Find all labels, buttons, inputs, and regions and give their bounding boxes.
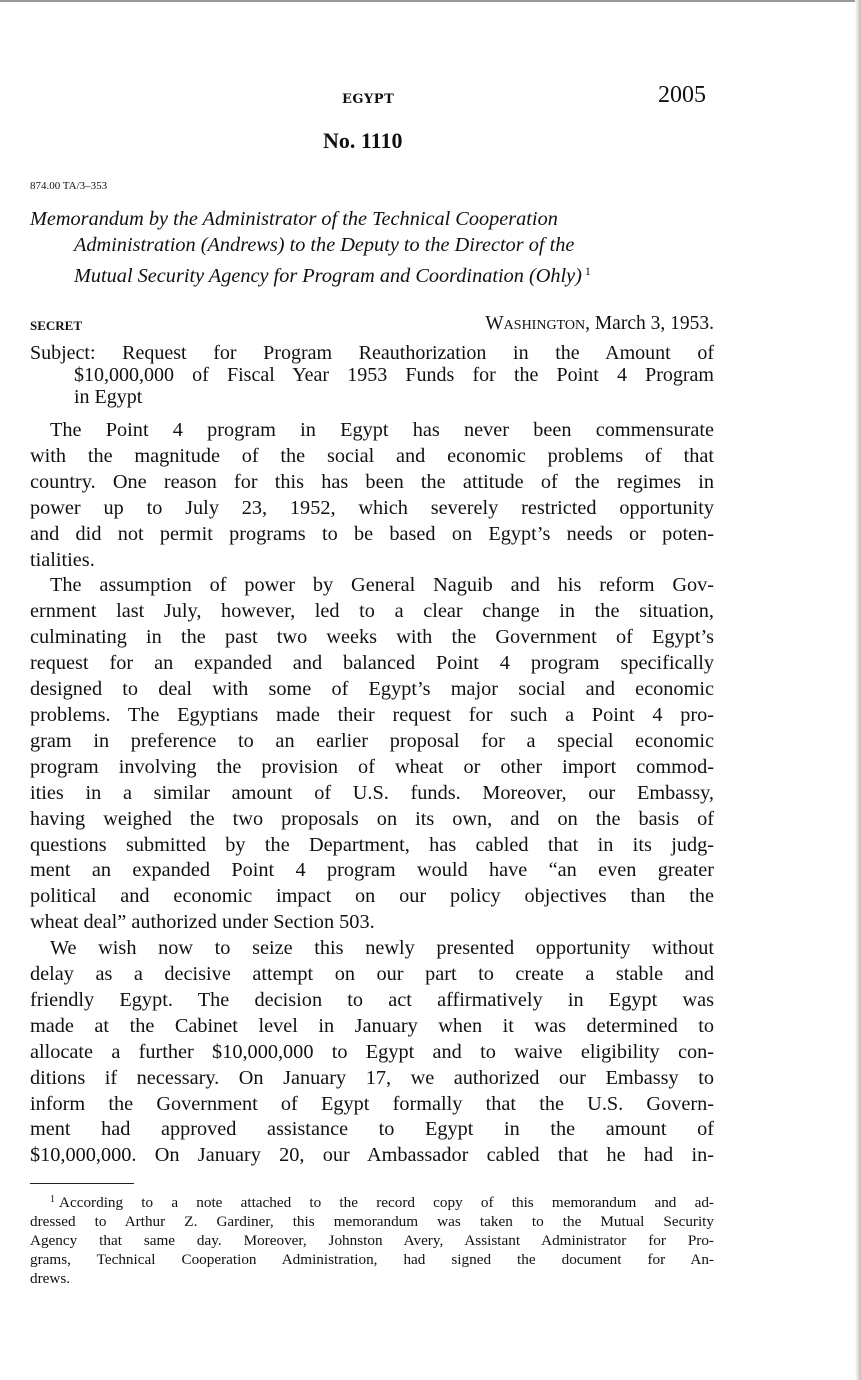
subject-line: in Egypt	[74, 386, 143, 408]
text-line: problems. The Egyptians made their request for such a Point 4 pro-	[30, 703, 714, 726]
text-line: inform the Government of Egypt formally that the U.S. Govern-	[30, 1092, 714, 1115]
text-line: gram in preference to an earlier proposal for a special economic	[30, 729, 714, 752]
text-line: and did not permit programs to be based on Egypt’s needs or poten-	[30, 522, 714, 545]
footnote-line: drews.	[30, 1270, 71, 1287]
subject-block	[30, 342, 714, 408]
footnote-line: dressed to Arthur Z. Gardiner, this memorandum was taken to the Mutual Security	[30, 1213, 714, 1230]
text-line: questions submitted by the Department, has cabled that in its judg-	[30, 833, 714, 856]
page-edge-shadow	[855, 0, 861, 1380]
paragraph-2	[30, 573, 714, 936]
date: , March 3, 1953.	[585, 313, 714, 334]
title-line	[30, 258, 720, 289]
document-title	[30, 206, 720, 289]
title-line: Memorandum by the Administrator of the Technical Cooperation	[30, 208, 558, 230]
text-line: power up to July 23, 1952, which severely restricted opportunity	[30, 496, 714, 519]
document-number: No. 1110	[323, 128, 403, 153]
subject-line: $10,000,000 of Fiscal Year 1953 Funds for the Point 4 Program	[74, 364, 714, 386]
subject-line: Subject: Request for Program Reauthorization in the Amount of	[30, 342, 714, 364]
body-text	[30, 418, 714, 1169]
footnote-line-text: According to a note attached to the record copy of this memorandum and ad-	[59, 1194, 714, 1211]
footnote	[30, 1190, 714, 1288]
text-line: ernment last July, however, led to a clear change in the situation,	[30, 600, 714, 623]
text-line: program involving the provision of wheat or other import commod-	[30, 755, 714, 778]
text-line: culminating in the past two weeks with the Government of Egypt’s	[30, 626, 714, 649]
file-reference: 874.00 TA/3–353	[30, 180, 108, 192]
text-line: political and economic impact on our policy objectives than the	[30, 885, 714, 908]
text-line: having weighed the two proposals on its own, and on the basis of	[30, 807, 714, 830]
paragraph-1	[30, 418, 714, 573]
text-line: ditions if necessary. On January 17, we authorized our Embassy to	[30, 1066, 714, 1089]
text-line: allocate a further $10,000,000 to Egypt and to waive eligibility con-	[30, 1040, 714, 1063]
text-line: We wish now to seize this newly presented opportunity without	[50, 937, 714, 960]
text-line: with the magnitude of the social and economic problems of that	[30, 444, 714, 467]
text-line: country. One reason for this has been the attitude of the regimes in	[30, 470, 714, 493]
text-line: wheat deal” authorized under Section 503.	[30, 911, 375, 934]
footnote-mark: 1	[50, 1194, 55, 1205]
text-line: ities in a similar amount of U.S. funds. Moreover, our Embassy,	[30, 781, 714, 804]
footnote-line: Agency that same day. Moreover, Johnston Avery, Assistant Administrator for Pro-	[30, 1232, 714, 1249]
classification-label: SECRET	[30, 318, 83, 333]
text-line: friendly Egypt. The decision to act affirmatively in Egypt was	[30, 988, 714, 1011]
footnote-divider	[30, 1183, 134, 1184]
title-line-text: Mutual Security Agency for Program and Coordination (Ohly)	[74, 265, 582, 287]
footnote-line: grams, Technical Cooperation Administration, had signed the document for An-	[30, 1251, 714, 1268]
text-line: delay as a decisive attempt on our part to create a stable and	[30, 963, 714, 986]
title-line: Administration (Andrews) to the Deputy to the Director of the	[74, 234, 575, 256]
running-head: EGYPT	[342, 92, 395, 107]
title-footnote-reference: 1	[584, 264, 591, 278]
place-and-date	[485, 313, 714, 335]
text-line: tialities.	[30, 548, 95, 571]
footnote-line	[30, 1190, 714, 1212]
text-line: designed to deal with some of Egypt’s major social and economic	[30, 678, 714, 701]
text-line: request for an expanded and balanced Point 4 program specifically	[30, 652, 714, 675]
text-line: The Point 4 program in Egypt has never been commensurate	[50, 419, 714, 441]
text-line: The assumption of power by General Naguib and his reform Gov-	[50, 574, 714, 597]
text-line: $10,000,000. On January 20, our Ambassador cabled that he had in-	[30, 1144, 714, 1167]
text-line: ment had approved assistance to Egypt in the amount of	[30, 1118, 714, 1141]
place: Washington	[485, 313, 586, 334]
paragraph-3	[30, 936, 714, 1169]
text-line: made at the Cabinet level in January when it was determined to	[30, 1014, 714, 1037]
page-number: 2005	[658, 82, 706, 108]
text-line: ment an expanded Point 4 program would have “an even greater	[30, 859, 714, 882]
top-border-line	[0, 0, 861, 2]
